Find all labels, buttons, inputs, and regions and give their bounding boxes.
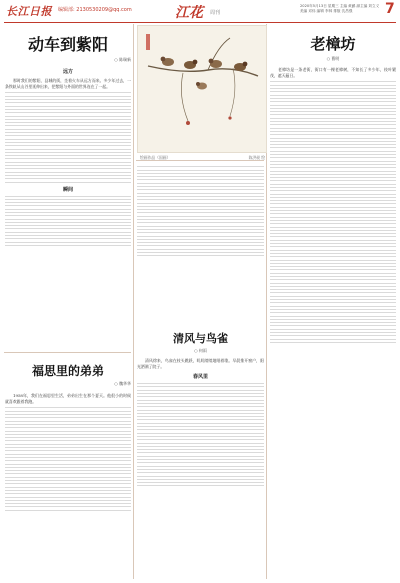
article-text-block <box>5 407 131 510</box>
article-train <box>5 27 131 349</box>
masthead-rule <box>4 22 396 23</box>
contact-email: 编辑部: 2130530209@qq.com <box>58 7 132 13</box>
article-continued <box>137 164 264 324</box>
article-title: 老樟坊 <box>310 35 356 53</box>
article-camphor <box>270 27 396 580</box>
article-subheading: 远方 <box>62 69 73 75</box>
masthead <box>0 0 400 22</box>
article-text-block <box>5 196 131 246</box>
article-text-block <box>270 81 396 342</box>
birds-on-branch-illustration <box>138 26 266 152</box>
article-paragraph: 清风徐来，鸟雀在枝头跳跃，叽叽喳喳地唱着歌。早晨推开窗户，阳光洒满了院子。 <box>137 358 264 370</box>
article-breeze <box>137 322 264 580</box>
painting-image <box>137 25 267 153</box>
article-text-block <box>137 166 264 256</box>
article-byline: ○ 曹明 <box>326 56 340 61</box>
section-title: 江花 <box>175 5 203 21</box>
article-paragraph: 1958年，我们在福思里生活，弟弟出生在那个夏天。他很小的时候就喜欢跟着我跑。 <box>5 393 131 405</box>
painting-caption <box>140 155 265 161</box>
page-number: 7 <box>385 1 395 17</box>
column-divider <box>133 24 134 579</box>
article-paragraph: 老樟坊是一条老街，街口有一棵老樟树，不知长了多少年，枝叶繁茂，遮天蔽日。 <box>270 67 396 79</box>
article-title: 动车到紫阳 <box>27 35 108 54</box>
article-title: 清风与鸟雀 <box>173 332 228 345</box>
caption-title: 绘画作品（国画） <box>140 155 171 160</box>
article-byline: ○ 何雨 <box>194 348 207 353</box>
article-brother <box>5 356 131 580</box>
section-subtitle: 周刊 <box>210 10 221 16</box>
article-title: 福思里的弟弟 <box>31 364 104 378</box>
article-text-block <box>137 383 264 486</box>
article-subheading: 瞬间 <box>62 186 73 193</box>
newspaper-logo: 长江日报 <box>6 5 52 18</box>
issue-meta: 2020年5月13日 星期三 主编 黄鹂 副主编 刘立义 美编 邓伟 编辑 李林 排版 沈昌强 <box>300 4 380 13</box>
caption-artist: 陈洪昶 绘 <box>248 155 265 160</box>
article-text-block <box>5 92 131 182</box>
article-byline: ○ 陈瑞新 <box>114 57 131 62</box>
article-subheading: 春风里 <box>192 374 208 381</box>
section-divider <box>4 352 131 353</box>
article-paragraph: 那时我们的紫阳，县城的街，坐着火车从远方而来。多少年过去，一条铁轨从山谷里延伸出来，把紫阳与外面的世界连在了一起。 <box>5 78 131 90</box>
article-byline: ○ 魏华华 <box>114 381 131 386</box>
